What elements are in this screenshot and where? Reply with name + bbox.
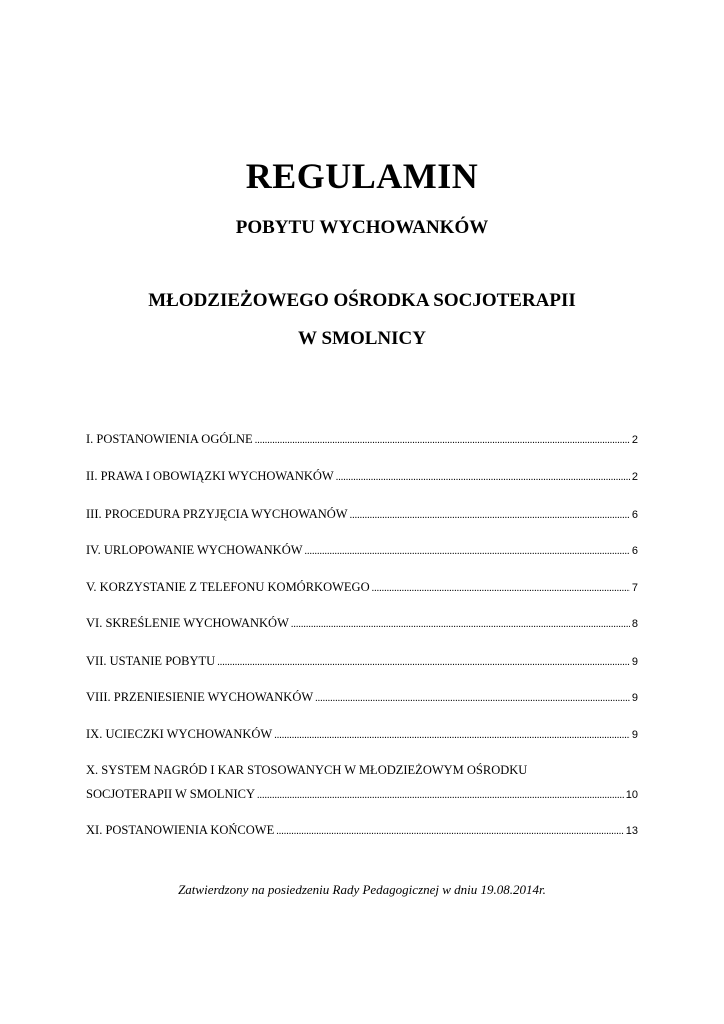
toc-entry[interactable] — [86, 821, 638, 841]
approval-note: Zatwierdzony na posiedzeniu Rady Pedagogicznej w dniu 19.08.2014r. — [178, 882, 546, 897]
toc-entry[interactable] — [86, 467, 638, 487]
toc-entry-label: VII. USTANIE POBYTU — [86, 654, 216, 668]
toc-entry-label: IV. URLOPOWANIE WYCHOWANKÓW — [86, 543, 303, 557]
toc-entry-page: 8 — [631, 618, 638, 630]
document-subtitle-3: W SMOLNICY — [298, 328, 426, 349]
toc-dot-leader — [255, 432, 630, 450]
toc-entry[interactable] — [86, 785, 638, 805]
toc-entry[interactable] — [86, 688, 638, 708]
toc-entry-label: VIII. PRZENIESIENIE WYCHOWANKÓW — [86, 690, 314, 704]
toc-entry-label: IX. UCIECZKI WYCHOWANKÓW — [86, 727, 273, 741]
toc-entry-label: II. PRAWA I OBOWIĄZKI WYCHOWANKÓW — [86, 469, 334, 483]
toc-dot-leader — [257, 787, 624, 805]
toc-entry-page: 9 — [631, 656, 638, 668]
toc-entry-label: III. PROCEDURA PRZYJĘCIA WYCHOWANÓW — [86, 507, 348, 521]
toc-dot-leader — [372, 580, 630, 598]
toc-dot-leader — [274, 727, 630, 745]
toc-dot-leader — [217, 654, 630, 672]
toc-entry-page: 10 — [625, 789, 638, 801]
toc-dot-leader — [305, 543, 630, 561]
toc-entry[interactable] — [86, 652, 638, 672]
toc-entry-page: 9 — [631, 692, 638, 704]
toc-entry-page: 6 — [631, 509, 638, 521]
toc-dot-leader — [336, 469, 630, 487]
toc-entry-page: 6 — [631, 545, 638, 557]
toc-dot-leader — [276, 823, 624, 841]
toc-entry[interactable] — [86, 541, 638, 561]
toc-entry-page: 2 — [631, 471, 638, 483]
toc-entry-label: V. KORZYSTANIE Z TELEFONU KOMÓRKOWEGO — [86, 580, 370, 594]
toc-entry-label: VI. SKREŚLENIE WYCHOWANKÓW — [86, 616, 289, 630]
document-subtitle-2: MŁODZIEŻOWEGO OŚRODKA SOCJOTERAPII — [148, 290, 576, 311]
toc-entry-page: 2 — [631, 434, 638, 446]
toc-entry-page: 7 — [631, 582, 638, 594]
toc-entry[interactable] — [86, 725, 638, 745]
document-title: REGULAMIN — [245, 156, 479, 196]
document-subtitle-1: POBYTU WYCHOWANKÓW — [235, 217, 489, 238]
toc-entry[interactable] — [86, 430, 638, 450]
toc-entry-page: 13 — [625, 825, 638, 837]
toc-entry[interactable] — [86, 614, 638, 634]
toc-dot-leader — [291, 616, 630, 634]
toc-entry-label: I. POSTANOWIENIA OGÓLNE — [86, 432, 253, 446]
toc-entry[interactable] — [86, 505, 638, 525]
toc-entry[interactable] — [86, 578, 638, 598]
toc-entry-label: SOCJOTERAPII W SMOLNICY — [86, 787, 256, 801]
toc-dot-leader — [315, 690, 630, 708]
toc-entry-label-line1[interactable]: X. SYSTEM NAGRÓD I KAR STOSOWANYCH W MŁODZIEŻOWYM OŚRODKU — [86, 763, 528, 777]
toc-dot-leader — [350, 507, 630, 525]
toc-entry-page: 9 — [631, 729, 638, 741]
toc-entry-label: XI. POSTANOWIENIA KOŃCOWE — [86, 823, 275, 837]
